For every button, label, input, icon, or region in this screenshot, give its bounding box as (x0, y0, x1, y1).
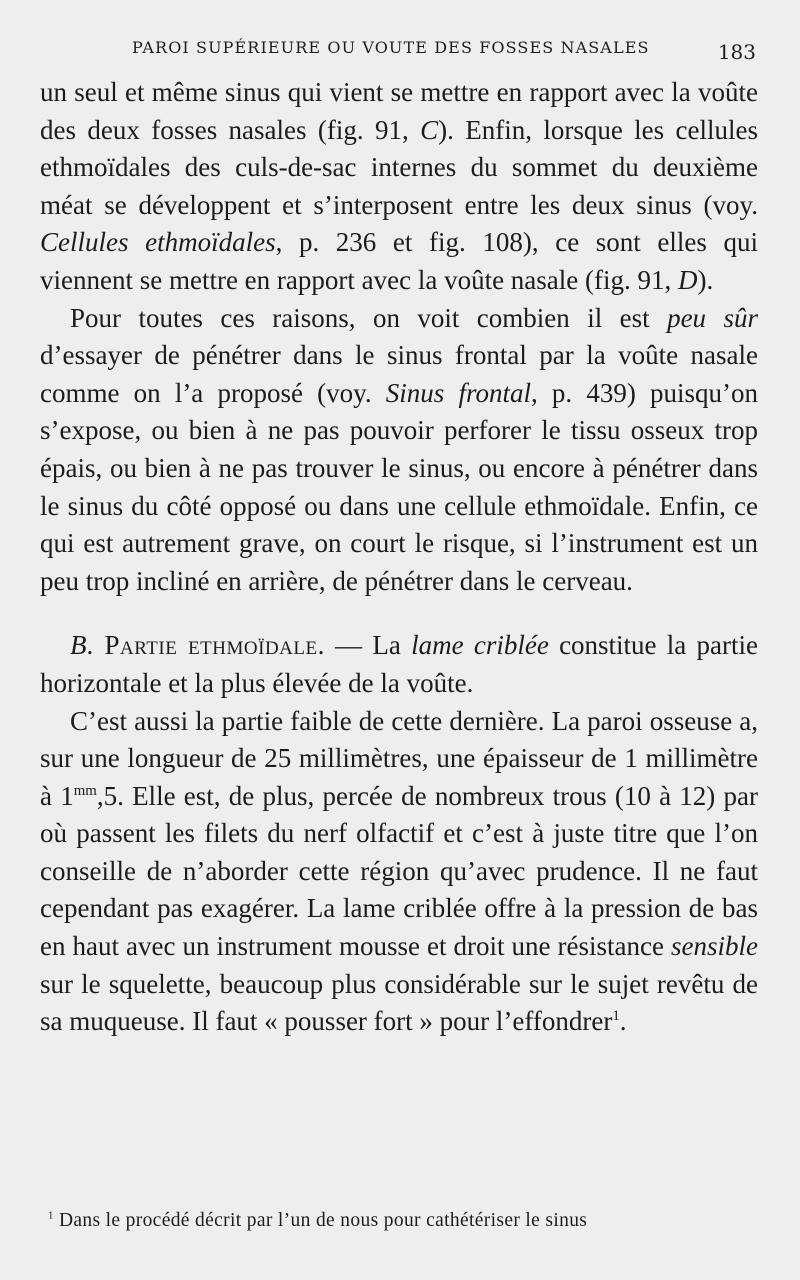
p4-text-b: ,5. Elle est, de plus, percée de nombreux trous (10 à 12) par où passent les filets du nerf olfactif et c’est à juste titre que l’on conseille de n’aborder cette région qu’avec prudence. Il ne faut cependant pas exagérer. La lame criblée offre à la pression de bas en haut avec un instrument mousse et droit une résistance (40, 780, 759, 962)
p3-text-b: constitue la partie horizontale et la plus élevée de la voûte. (40, 630, 758, 698)
figure-ref-d: D (678, 264, 698, 295)
page-header (40, 36, 756, 66)
paragraph-4 (40, 703, 758, 1041)
p2-text-c: , p. 439) puisqu’on s’expose, ou bien à ne pas pouvoir perforer le tissu osseux trop épais, ou bien à ne pas trouver le sinus, ou encore à pénétrer dans le sinus du côté opposé ou dans une cellule ethmoïdale. Enfin, ce qui est autrement grave, on court le risque, si l’instrument est un peu trop incliné en arrière, de pénétrer dans le cerveau. (40, 377, 758, 596)
p4-text-c: sur le squelette, beaucoup plus considérable sur le sujet revêtu de sa muqueuse. Il faut « pousser fort » pour l’effondrer (40, 968, 758, 1037)
page-number: 183 (717, 40, 756, 64)
paragraph-1 (40, 74, 758, 300)
figure-ref-c: C (420, 114, 439, 145)
unit-superscript: mm (73, 782, 97, 799)
footnote-text: Dans le procédé décrit par l’un de nous pour cathétériser le sinus (53, 1210, 588, 1231)
p2-text-b: d’essayer de pénétrer dans le sinus frontal par la voûte nasale comme on l’a proposé (voy. (40, 340, 758, 408)
p1-text-c: , p. 236 et fig. 108), ce sont elles qui viennent se mettre en rapport avec la voûte nasale (fig. 91, (40, 227, 758, 295)
section-letter: B (70, 630, 87, 661)
emphasis-peu-sur: peu sûr (667, 302, 759, 333)
p4-text-a: C’est aussi la partie faible de cette dernière. La paroi osseuse a, sur une longueur de 25 millimètres, une épaisseur de 1 millimètre à 1 (40, 705, 758, 811)
p1-text-d: ). (697, 264, 714, 295)
paragraph-2 (40, 300, 758, 601)
p4-text-d: . (619, 1006, 627, 1037)
cross-ref-cellules: Cellules ethmoïdales (40, 227, 276, 258)
footnote (40, 1210, 762, 1232)
p1-text-b: ). Enfin, lorsque les cellules ethmoïdales des culs-de-sac internes du sommet du deuxième méat se développent et s’interposent entre les deux sinus (voy. (40, 114, 758, 220)
p2-text-a: Pour toutes ces raisons, on voit combien il est (70, 302, 668, 333)
body-text (40, 74, 758, 1041)
emphasis-sensible: sensible (671, 931, 758, 962)
emphasis-lame-criblee: lame criblée (411, 630, 549, 661)
running-head: PAROI SUPÉRIEURE OU VOUTE DES FOSSES NASALES (132, 38, 650, 57)
section-heading: . Partie ethmoïdale. (86, 630, 325, 661)
p3-text-a: — La (324, 630, 412, 661)
p1-text-a: un seul et même sinus qui vient se mettre en rapport avec la voûte des deux fosses nasales (fig. 91, (40, 77, 758, 145)
cross-ref-sinus: Sinus frontal (385, 377, 531, 408)
paragraph-3 (40, 627, 758, 702)
footnote-ref: 1 (612, 1008, 620, 1025)
footnote-marker: 1 (48, 1209, 54, 1222)
